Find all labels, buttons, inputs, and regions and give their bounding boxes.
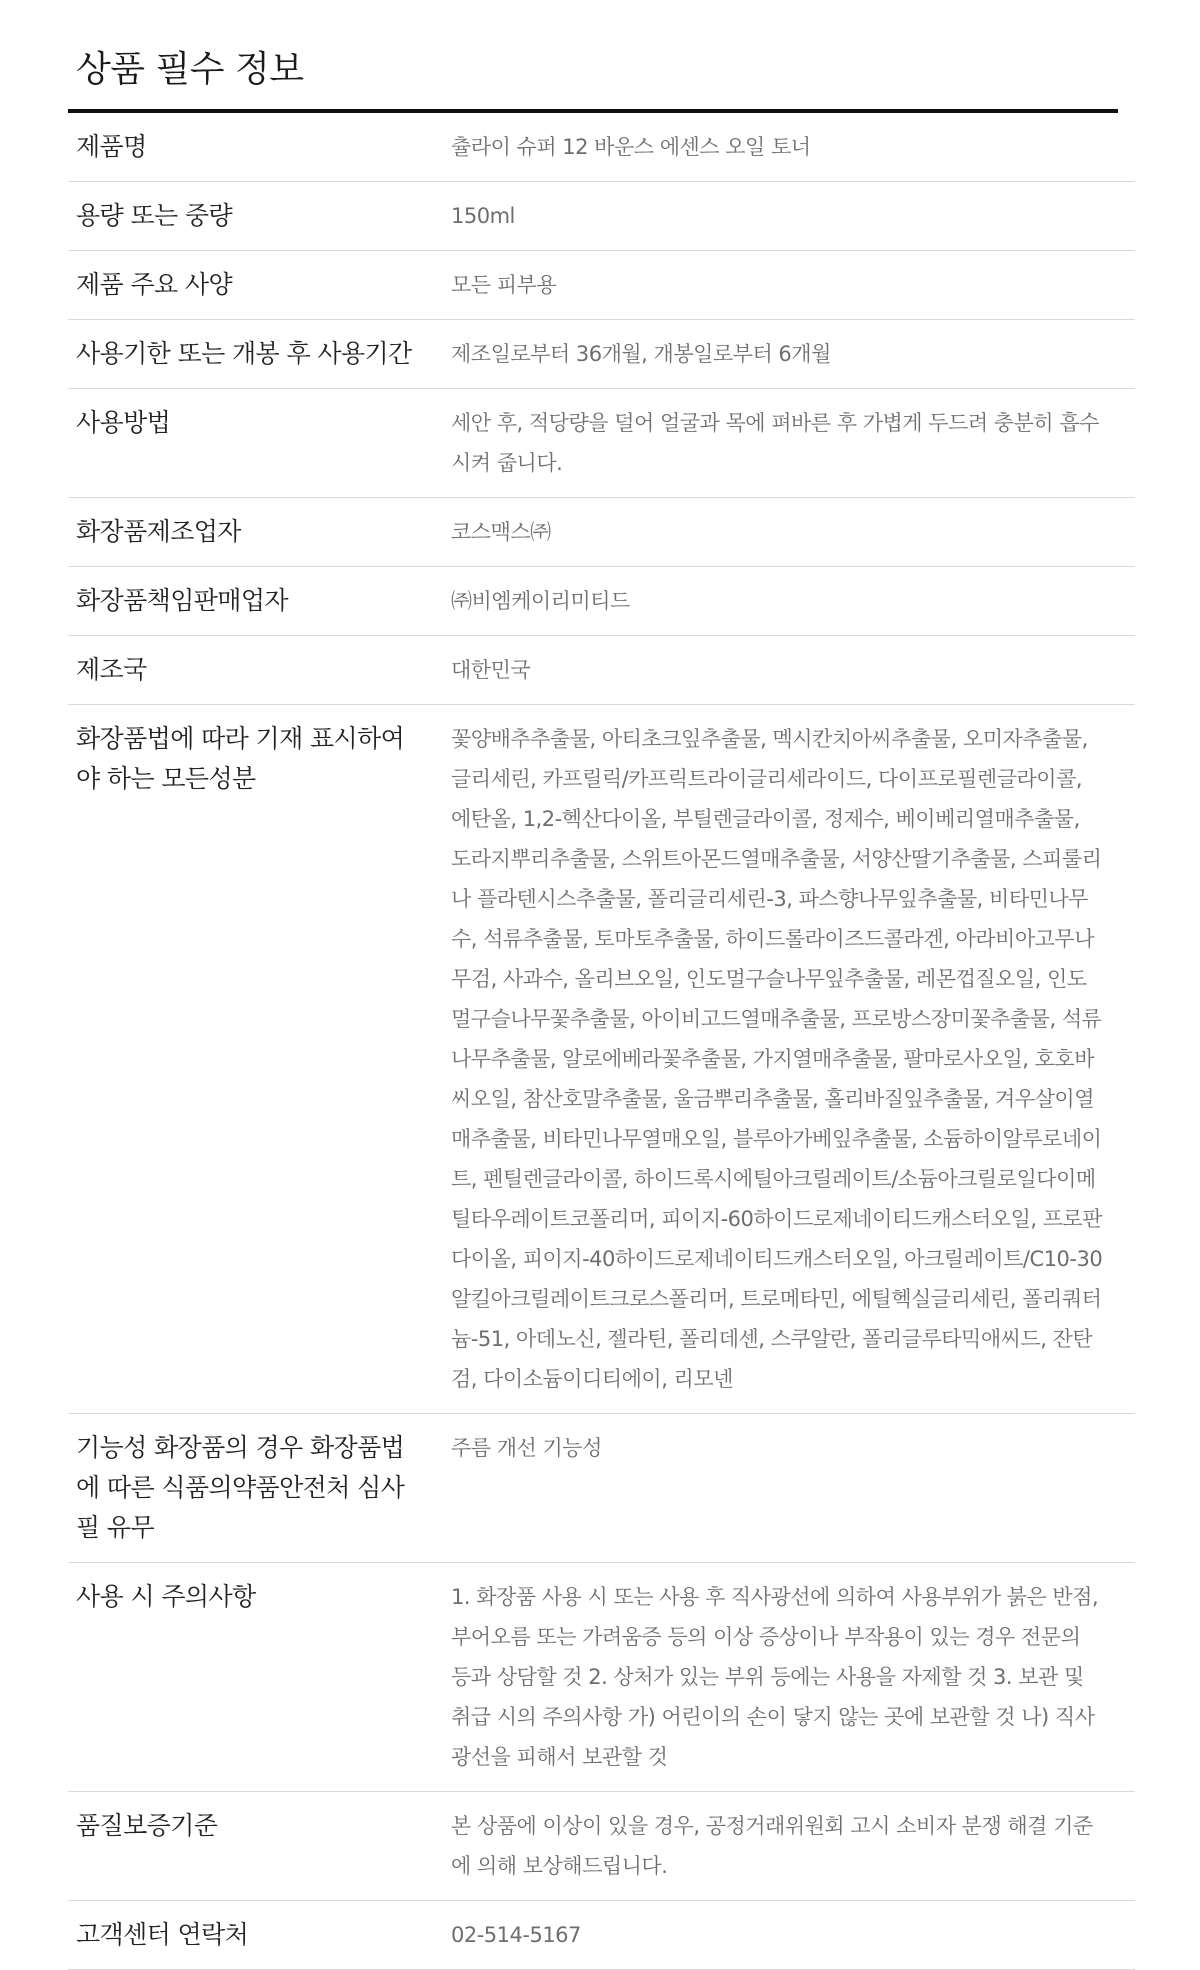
row-value — [451, 567, 1135, 636]
row-value — [451, 182, 1135, 251]
table-row — [68, 1563, 1135, 1792]
table-row — [68, 567, 1135, 636]
table-row — [68, 498, 1135, 567]
row-value-text: 제조일로부터 36개월, 개봉일로부터 6개월 — [451, 342, 831, 366]
table-row — [68, 389, 1135, 498]
row-label: 기능성 화장품의 경우 화장품법에 따른 식품의약품안전처 심사 필 유무 — [76, 1433, 405, 1542]
row-value-text: 츌라이 슈퍼 12 바운스 에센스 오일 토너 — [451, 135, 811, 159]
section-title: 상품 필수 정보 — [76, 49, 304, 90]
row-value-text: 본 상품에 이상이 있을 경우, 공정거래위원회 고시 소비자 분쟁 해결 기준에 의해 보상해드립니다. — [451, 1814, 1093, 1878]
row-label: 제품명 — [76, 132, 147, 161]
row-label: 용량 또는 중량 — [76, 201, 232, 230]
row-value — [451, 1414, 1135, 1563]
row-label: 고객센터 연락처 — [76, 1920, 249, 1949]
table-row — [68, 113, 1135, 182]
row-value-text: 꽃양배추추출물, 아티초크잎추출물, 멕시칸치아씨추출물, 오미자추출물, 글리세린, 카프릴릭/카프릭트라이글리세라이드, 다이프로필렌글라이콜, 에탄올, 1,2-헥산다이올, 부틸렌글라이콜, 정제수, 베이베리열매추출물, 도라지뿌리추출물, 스위트아몬드열매추출물, 서양산딸기추출물, 스피룰리나 플라텐시스추출물, 폴리글리세린-3, 파스향나무잎추출물, 비타민나무수, 석류추출물, 토마토추출물, 하이드롤라이즈드콜라겐, 아라비아고무나무검, 사과수, 올리브오일, 인도멀구슬나무잎추출물, 레몬껍질오일, 인도멀구슬나무꽃추출물, 아이비고드열매추출물, 프로방스장미꽃추출물, 석류나무추출물, 알로에베라꽃추출물, 가지열매추출물, 팔마로사오일, 호호바씨오일, 참산호말추출물, 울금뿌리추출물, 홀리바질잎추출물, 겨우살이열매추출물, 비타민나무열매오일, 블루아가베잎추출물, 소듐하이알루로네이트, 펜틸렌글라이콜, 하이드록시에틸아크릴레이트/소듐아크릴로일다이메틸타우레이트코폴리머, 피이지-60하이드로제네이티드캐스터오일, 프로판다이올, 피이지-40하이드로제네이티드캐스터오일, 아크릴레이트/C10-30알킬아크릴레이트크로스폴리머, 트로메타민, 에틸헥실글리세린, 폴리쿼터늄-51, 아데노신, 젤라틴, 폴리데센, 스쿠알란, 폴리글루타믹애씨드, 잔탄검, 다이소듐이디티에이, 리모넨 — [451, 727, 1103, 1391]
row-value — [451, 1792, 1135, 1901]
row-label: 사용방법 — [76, 408, 171, 437]
row-label: 사용 시 주의사항 — [76, 1582, 256, 1611]
row-value — [451, 113, 1135, 182]
row-value-text: ㈜비엠케이리미티드 — [451, 589, 630, 613]
row-value-text: 주름 개선 기능성 — [451, 1436, 602, 1460]
row-value-text: 02-514-5167 — [451, 1923, 581, 1947]
row-value-text: 세안 후, 적당량을 덜어 얼굴과 목에 펴바른 후 가볍게 두드려 충분히 흡수시켜 줍니다. — [451, 411, 1099, 475]
table-row — [68, 705, 1135, 1414]
row-label: 제품 주요 사양 — [76, 270, 232, 299]
row-label: 품질보증기준 — [76, 1811, 218, 1840]
row-value — [451, 320, 1135, 389]
table-row — [68, 320, 1135, 389]
table-row — [68, 182, 1135, 251]
product-info-table — [68, 113, 1135, 1970]
row-value — [451, 389, 1135, 498]
table-row — [68, 251, 1135, 320]
row-value — [451, 636, 1135, 705]
row-value-text: 모든 피부용 — [451, 273, 557, 297]
row-value-text: 1. 화장품 사용 시 또는 사용 후 직사광선에 의하여 사용부위가 붉은 반점, 부어오름 또는 가려움증 등의 이상 증상이나 부작용이 있는 경우 전문의 등과 상담할 것 2. 상처가 있는 부위 등에는 사용을 자제할 것 3. 보관 및 취급 시의 주의사항 가) 어린이의 손이 닿지 않는 곳에 보관할 것 나) 직사광선을 피해서 보관할 것 — [451, 1585, 1099, 1769]
row-value — [451, 498, 1135, 567]
row-label: 화장품제조업자 — [76, 517, 241, 546]
row-value — [451, 251, 1135, 320]
table-row — [68, 1792, 1135, 1901]
row-label: 화장품법에 따라 기재 표시하여야 하는 모든성분 — [76, 724, 405, 793]
row-value — [451, 1901, 1135, 1970]
row-value-text: 150ml — [451, 204, 515, 228]
row-value-text: 코스맥스㈜ — [451, 520, 551, 544]
table-row — [68, 1414, 1135, 1563]
row-label: 제조국 — [76, 655, 147, 684]
row-value-text: 대한민국 — [451, 658, 531, 682]
row-label: 사용기한 또는 개봉 후 사용기간 — [76, 339, 412, 368]
table-row — [68, 636, 1135, 705]
row-value — [451, 1563, 1135, 1792]
row-label: 화장품책임판매업자 — [76, 586, 288, 615]
row-value — [451, 705, 1135, 1414]
table-row — [68, 1901, 1135, 1970]
